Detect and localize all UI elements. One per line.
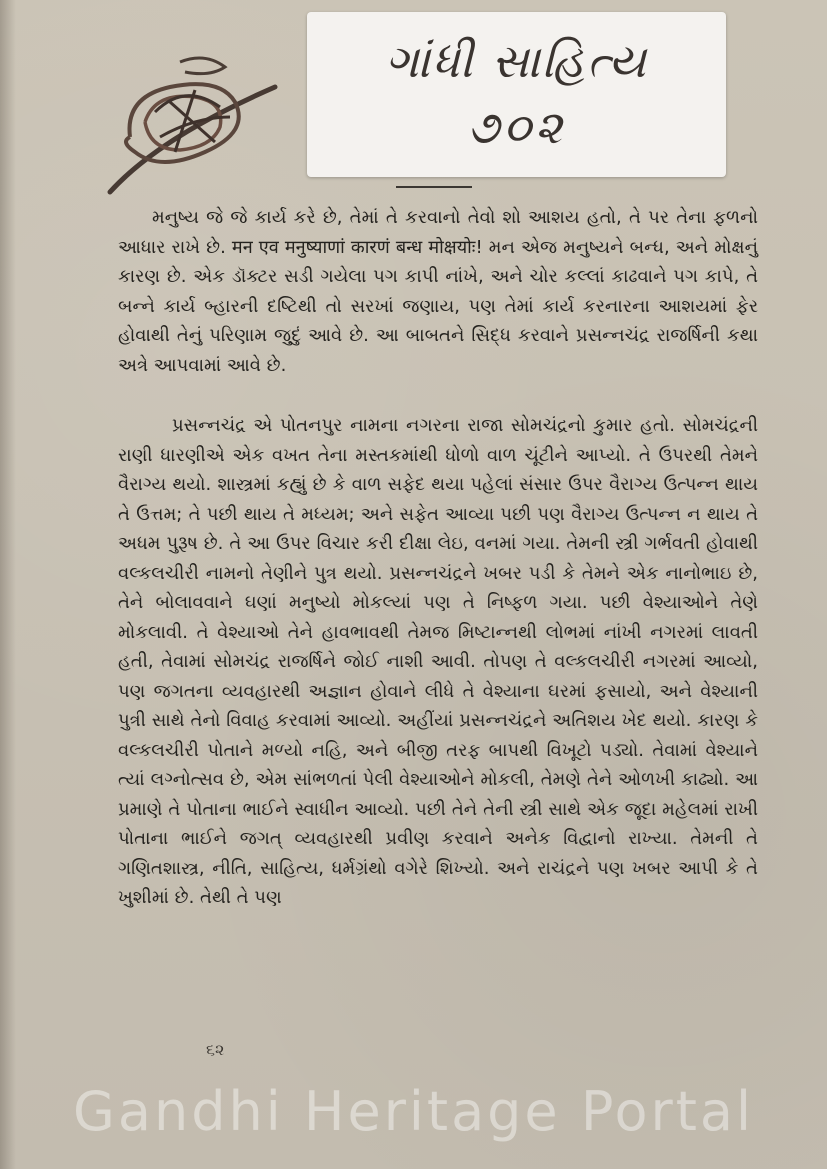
section-divider [396,186,472,188]
page-footer-mark: ૬૨ [206,1040,225,1059]
watermark: Gandhi Heritage Portal [73,1080,754,1143]
label-title: ગાંધી સાહિત્ય [385,34,648,88]
page-edge-shadow [0,0,16,1169]
archive-label-slip [307,12,726,177]
label-number: ૭૦૨ [467,100,566,154]
paragraph-2: પ્રસન્નચંદ્ર એ પોતનપુર નામના નગરના રાજા સોમચંદ્રનો કુમાર હતો. સોમચંદ્રની રાણી ધારણીએ એક વખત તેના મસ્તકમાંથી ધોળો વાળ ચૂંટીને આપ્યો. તે ઉપરથી તેમને વૈરાગ્ય થયો. શાસ્ત્રમાં કહ્યું છે કે વાળ સફેદ થયા પહેલાં સંસાર ઉપર વૈરાગ્ય ઉત્પન્ન થાય તે ઉત્તમ; તે પછી થાય તે મધ્યમ; અને સફેત આવ્યા પછી પણ વૈરાગ્ય ઉત્પન્ન ન થાય તે અધમ પુરૂષ છે. તે આ ઉપર વિચાર કરી દીક્ષા લેઇ, વનમાં ગયા. તેમની સ્ત્રી ગર્ભવતી હોવાથી વલ્કલચીરી નામનો તેણીને પુત્ર થયો. પ્રસન્નચંદ્રને ખબર પડી કે તેમને એક નાનોભાઇ છે, તેને બોલાવવાને ઘણાં મનુષ્યો મોકલ્યાં પણ તે નિષ્ફળ ગયા. પછી વેશ્યાઓને તેણે મોકલાવી. તે વેશ્યાઓ તેને હાવભાવથી તેમજ મિષ્ટાન્નથી લોભમાં નાંખી નગરમાં લાવતી હતી, તેવામાં સોમચંદ્ર રાજર્ષિને જોઈ નાશી આવી. તોપણ તે વલ્કલચીરી નગરમાં આવ્યો, પણ જગતના વ્યવહારથી અજ્ઞાન હોવાને લીધે તે વેશ્યાના ઘરમાં ફસાયો, અને વેશ્યાની પુત્રી સાથે તેનો વિવાહ કરવામાં આવ્યો. અહીંયાં પ્રસન્નચંદ્રને અતિશય ખેદ થયો. કારણ કે વલ્કલચીરી પોતાને મળ્યો નહિ, અને બીજી તરફ બાપથી વિખૂટો પડ્યો. તેવામાં વેશ્યાને ત્યાં લગ્નોત્સવ છે, એમ સાંભળતાં પેલી વેશ્યાઓને મોકલી, તેમણે તેને ઓળખી કાઢ્યો. આ પ્રમાણે તે પોતાના ભાઈને સ્વાધીન આવ્યો. પછી તેને તેની સ્ત્રી સાથે એક જૂદા મહેલમાં રાખી પોતાના ભાઈને જગત્ વ્યવહારથી પ્રવીણ કરવાને અનેક વિદ્વાનો રાખ્યા. તેમની તે ગણિતશાસ્ત્ર, નીતિ, સાહિત્ય, ધર્મગ્રંથો વગેરે શિખ્યો. અને રાચંદ્રને પણ ખબર આપી કે તે ખુશીમાં છે. તેથી તે પણ [118,415,758,908]
paragraph-1: મનુષ્ય જે જે કાર્ય કરે છે, તેમાં તે કરવાનો તેવો શો આશય હતો, તે પર તેના ફળનો આધાર રાખે છે. मन एव मनुष्याणां कारणं बन्ध मोक्षयोः! મન એજ મનુષ્યને બન્ધ, અને મોક્ષનું કારણ છે. એક ડૉક્ટર સડી ગયેલા પગ કાપી નાંખે, અને ચોર કલ્લાં કાઢવાને પગ કાપે, તે બન્ને કાર્ય બ્હારની દષ્ટિથી તો સરખાં જણાય, પણ તેમાં કાર્ય કરનારના આશયમાં ફેર હોવાથી તેનું પરિણામ જુદું આવે છે. આ બાબતને સિદ્ધ કરવાને પ્રસન્નચંદ્ર રાજર્ષિની કથા અત્રે આપવામાં આવે છે. [118,207,758,376]
pencil-scribble-icon [100,42,285,202]
